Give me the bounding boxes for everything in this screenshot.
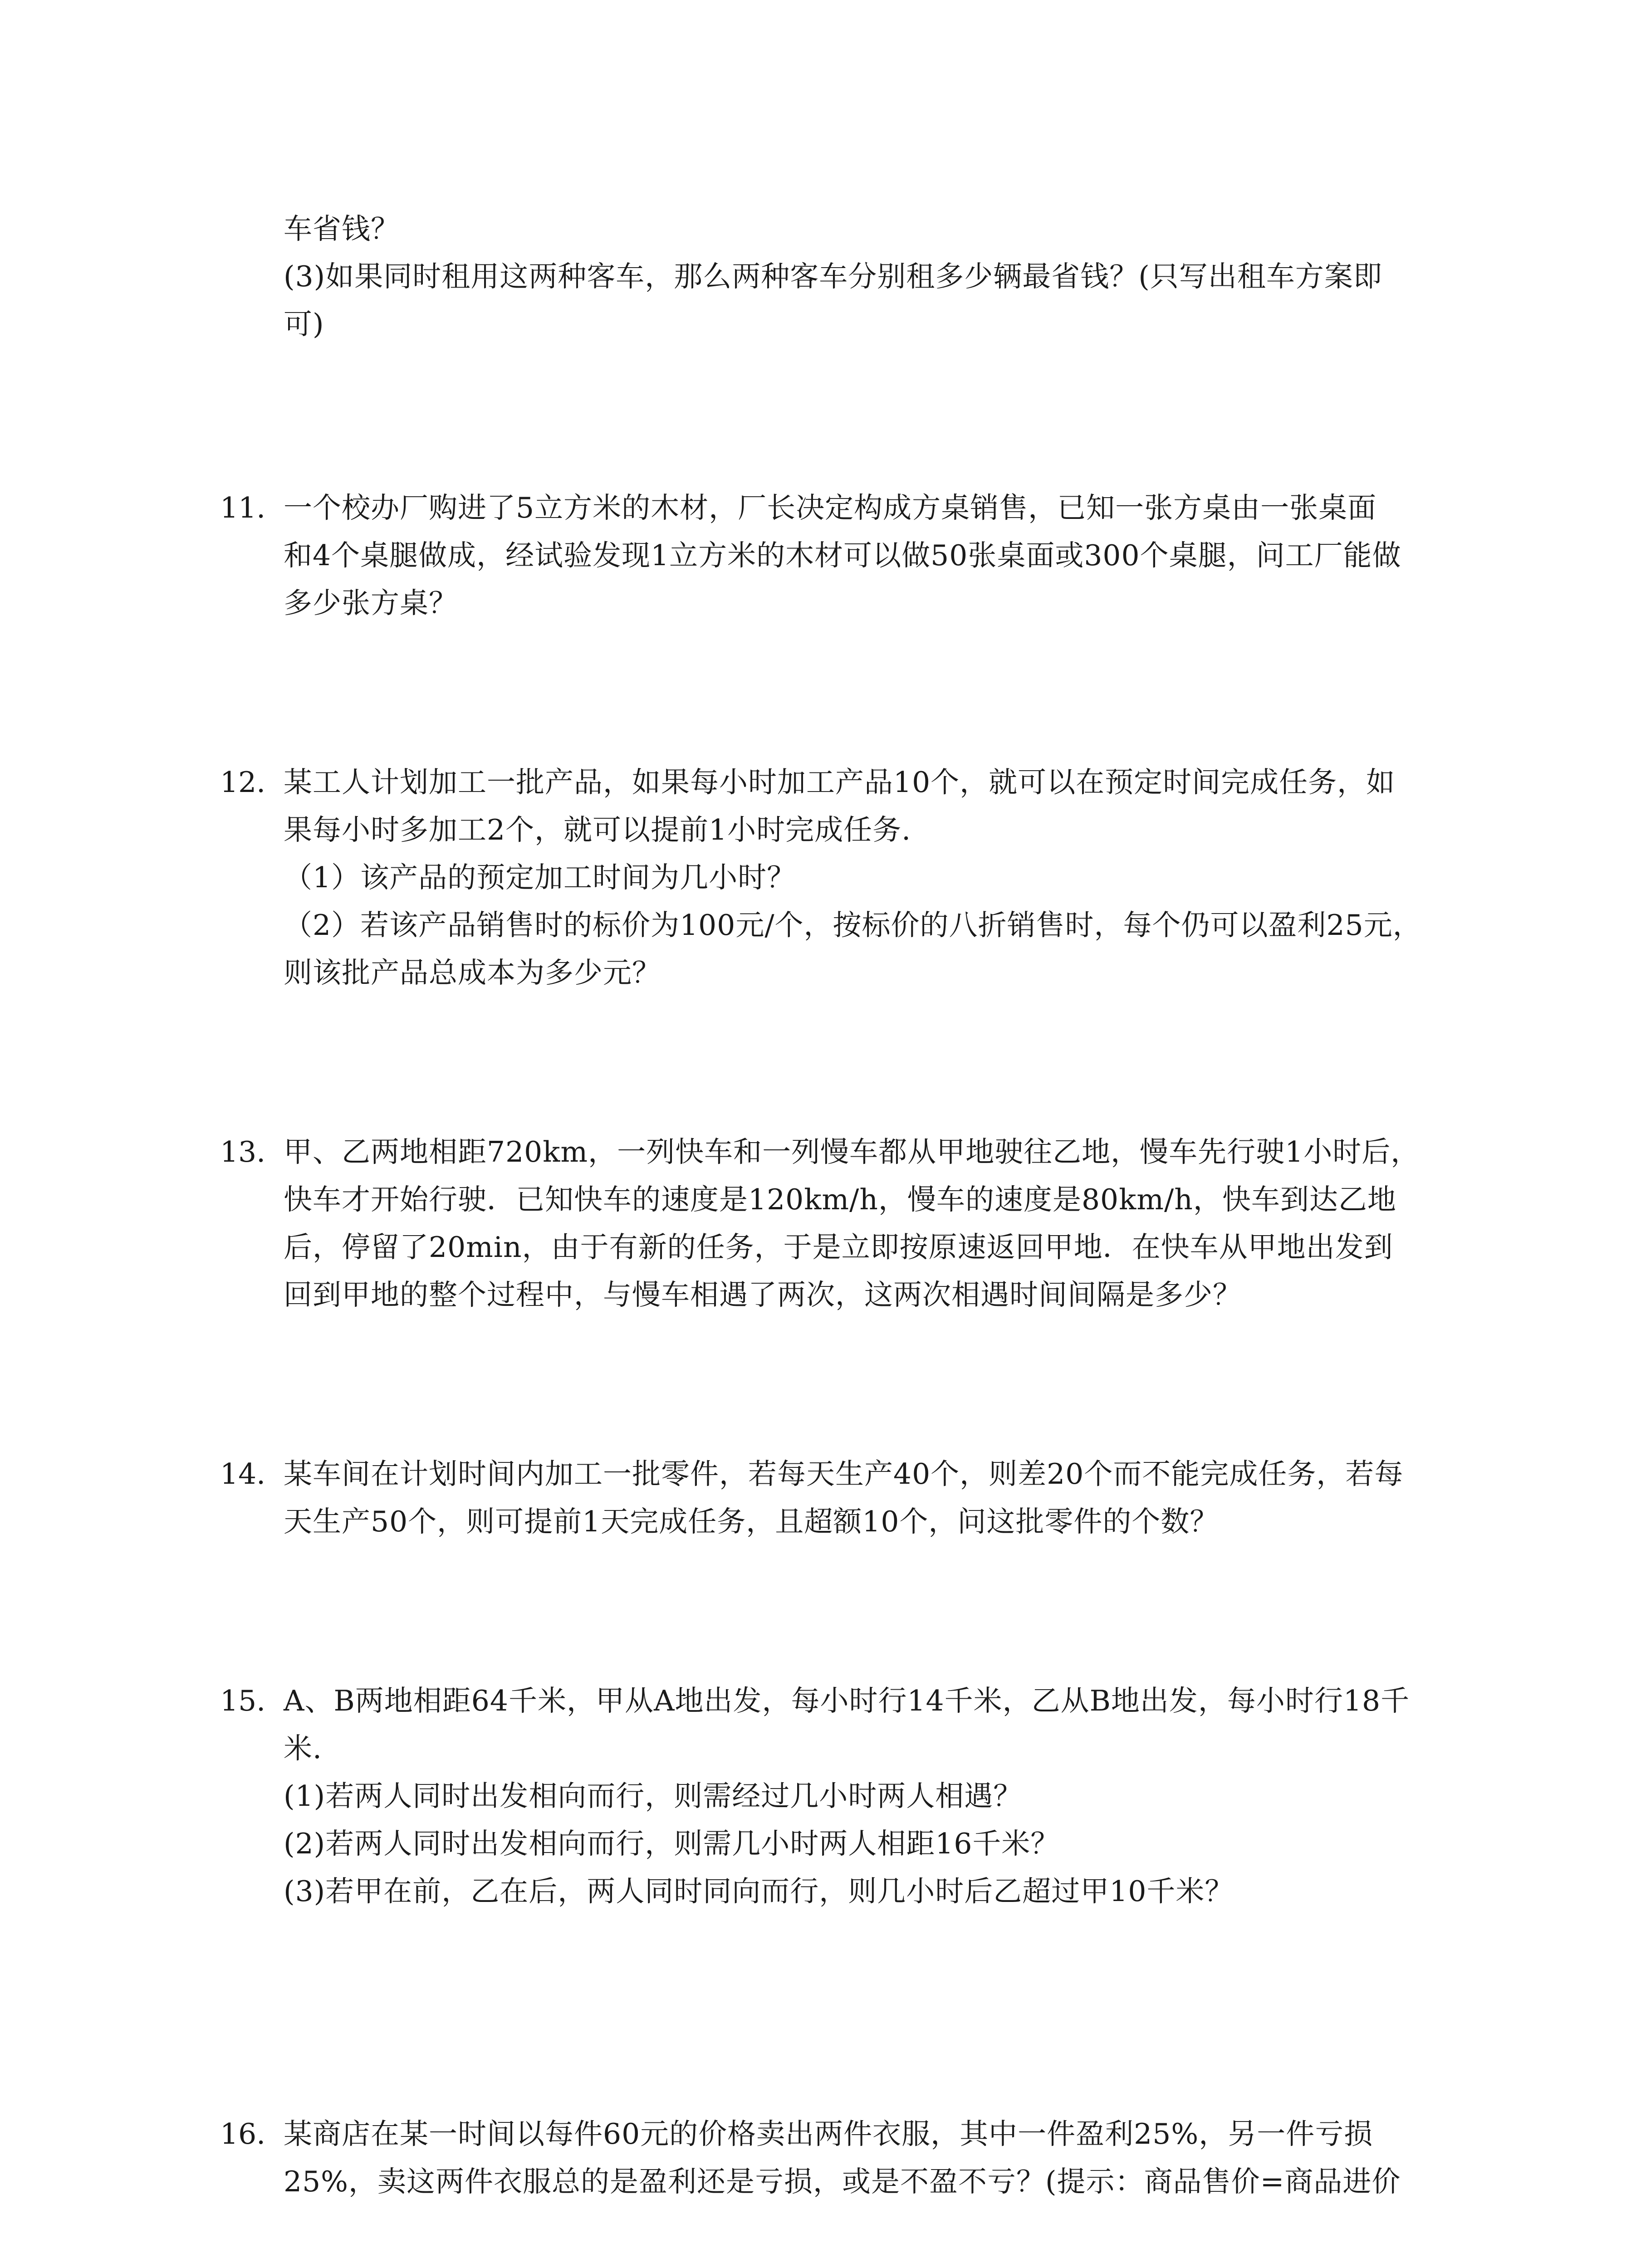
problem-13-number: 13.: [220, 1135, 266, 1168]
problem-16-text-line: 25%，卖这两件衣服总的是盈利还是亏损，或是不盈不亏？(提示：商品售价=商品进价: [284, 2165, 1401, 2198]
problem-13-text-line: 快车才开始行驶．已知快车的速度是120km/h，慢车的速度是80km/h，快车到达乙地: [284, 1183, 1396, 1216]
problem-15-subquestion: (1)若两人同时出发相向而行，则需经过几小时两人相遇？: [284, 1779, 1023, 1813]
problem-15-subquestion: (3)若甲在前，乙在后，两人同时同向而行，则几小时后乙超过甲10千米？: [284, 1875, 1234, 1908]
problem-12-subquestion: （1）该产品的预定加工时间为几小时？: [284, 861, 796, 894]
problem-13-text-line: 回到甲地的整个过程中，与慢车相遇了两次，这两次相遇时间间隔是多少？: [284, 1278, 1242, 1311]
problem-12-subquestion: （2）若该产品销售时的标价为100元/个，按标价的八折销售时，每个仍可以盈利25元，: [284, 909, 1422, 942]
problem-11-text-line: 一个校办厂购进了5立方米的木材，厂长决定构成方桌销售，已知一张方桌由一张桌面: [284, 491, 1377, 524]
problem-13-text-line: 甲、乙两地相距720km，一列快车和一列慢车都从甲地驶往乙地，慢车先行驶1小时后，: [284, 1135, 1420, 1168]
problem-14-text-line: 天生产50个，则可提前1天完成任务，且超额10个，问这批零件的个数？: [284, 1505, 1219, 1538]
problem-12-text-line: 某工人计划加工一批产品，如果每小时加工产品10个，就可以在预定时间完成任务，如: [284, 766, 1396, 799]
problem-16-number: 16.: [220, 2117, 266, 2151]
problem-11-text-line: 多少张方桌？: [284, 587, 458, 620]
problem-13-text-line: 后，停留了20min，由于有新的任务，于是立即按原速返回甲地．在快车从甲地出发到: [284, 1231, 1393, 1264]
problem-10-text-line: (3)如果同时租用这两种客车，那么两种客车分别租多少辆最省钱？(只写出租车方案即: [284, 260, 1382, 293]
problem-10-text-line: 可): [284, 308, 324, 341]
problem-12-text-line: 则该批产品总成本为多少元？: [284, 956, 661, 989]
problem-12-text-line: 果每小时多加工2个，就可以提前1小时完成任务.: [284, 813, 911, 846]
problem-14-number: 14.: [220, 1457, 266, 1491]
problem-15-text-line: 米.: [284, 1732, 323, 1765]
problem-11-number: 11.: [220, 491, 266, 524]
problem-11-text-line: 和4个桌腿做成，经试验发现1立方米的木材可以做50张桌面或300个桌腿，问工厂能做: [284, 539, 1401, 572]
problem-12-number: 12.: [220, 766, 266, 799]
problem-10-text-line: 车省钱？: [284, 212, 400, 245]
problem-15-text-line: A、B两地相距64千米，甲从A地出发，每小时行14千米，乙从B地出发，每小时行18千: [284, 1684, 1410, 1717]
problem-16-text-line: 某商店在某一时间以每件60元的价格卖出两件衣服，其中一件盈利25%，另一件亏损: [284, 2117, 1373, 2151]
problem-14-text-line: 某车间在计划时间内加工一批零件，若每天生产40个，则差20个而不能完成任务，若每: [284, 1457, 1404, 1491]
problem-15-subquestion: (2)若两人同时出发相向而行，则需几小时两人相距16千米？: [284, 1827, 1060, 1860]
problem-15-number: 15.: [220, 1684, 266, 1717]
